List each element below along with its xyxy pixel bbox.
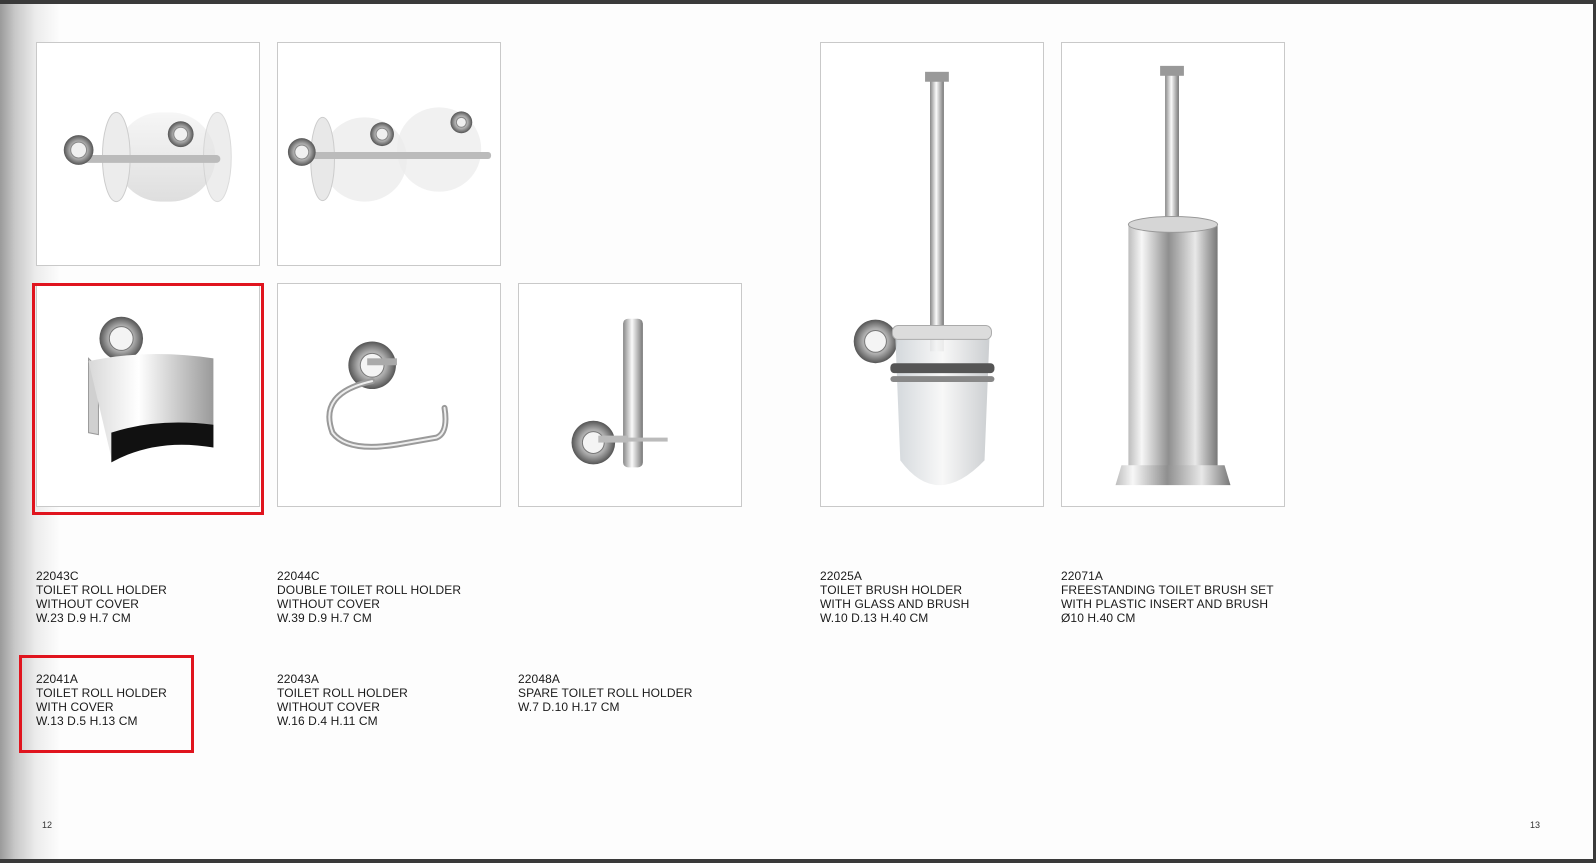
product-variant: WITHOUT COVER <box>277 597 381 611</box>
product-name: TOILET ROLL HOLDER <box>36 686 167 700</box>
product-name: FREESTANDING TOILET BRUSH SET <box>1061 583 1274 597</box>
wall-brush-holder-image <box>821 43 1043 506</box>
product-image-22071A[interactable] <box>1061 42 1285 507</box>
product-image-22043A[interactable] <box>277 283 501 507</box>
product-caption-22043A <box>277 672 408 728</box>
product-dimensions: W.13 D.5 H.13 CM <box>36 714 138 728</box>
product-code: 22048A <box>518 672 560 686</box>
product-image-22048A[interactable] <box>518 283 742 507</box>
product-variant: WITH COVER <box>36 700 114 714</box>
product-image-22025A[interactable] <box>820 42 1044 507</box>
catalog-spread <box>0 4 1593 859</box>
product-dimensions: W.23 D.9 H.7 CM <box>36 611 131 625</box>
product-caption-22043C <box>36 569 167 625</box>
product-caption-22044C <box>277 569 462 625</box>
product-image-22043C[interactable] <box>36 42 260 266</box>
product-code: 22044C <box>277 569 320 583</box>
product-code: 22043C <box>36 569 79 583</box>
product-name: SPARE TOILET ROLL HOLDER <box>518 686 693 700</box>
page-number-left: 12 <box>42 820 53 830</box>
product-code: 22043A <box>277 672 319 686</box>
product-name: TOILET ROLL HOLDER <box>277 686 408 700</box>
product-caption-22048A <box>518 672 692 714</box>
product-dimensions: W.16 D.4 H.11 CM <box>277 714 378 728</box>
page-number-right: 13 <box>1530 820 1541 830</box>
single-roll-holder-image <box>37 43 259 265</box>
product-variant: WITHOUT COVER <box>277 700 381 714</box>
product-caption-22025A <box>820 569 970 625</box>
product-code: 22071A <box>1061 569 1103 583</box>
product-variant: WITH PLASTIC INSERT AND BRUSH <box>1061 597 1269 611</box>
hook-roll-holder-image <box>278 284 500 506</box>
product-name: TOILET BRUSH HOLDER <box>820 583 963 597</box>
product-code: 22025A <box>820 569 862 583</box>
highlight-box-caption <box>19 655 194 753</box>
highlight-box-image <box>32 283 264 515</box>
product-dimensions: W.7 D.10 H.17 CM <box>518 700 620 714</box>
product-dimensions: W.10 D.13 H.40 CM <box>820 611 929 625</box>
product-dimensions: Ø10 H.40 CM <box>1061 611 1136 625</box>
product-name: DOUBLE TOILET ROLL HOLDER <box>277 583 462 597</box>
freestanding-brush-set-image <box>1062 43 1284 506</box>
product-image-22044C[interactable] <box>277 42 501 266</box>
product-dimensions: W.39 D.9 H.7 CM <box>277 611 372 625</box>
double-roll-holder-image <box>278 43 500 265</box>
spare-roll-holder-image <box>519 284 741 506</box>
product-caption-22071A <box>1061 569 1274 625</box>
product-variant: WITH GLASS AND BRUSH <box>820 597 970 611</box>
product-name: TOILET ROLL HOLDER <box>36 583 167 597</box>
product-code: 22041A <box>36 672 78 686</box>
product-variant: WITHOUT COVER <box>36 597 140 611</box>
